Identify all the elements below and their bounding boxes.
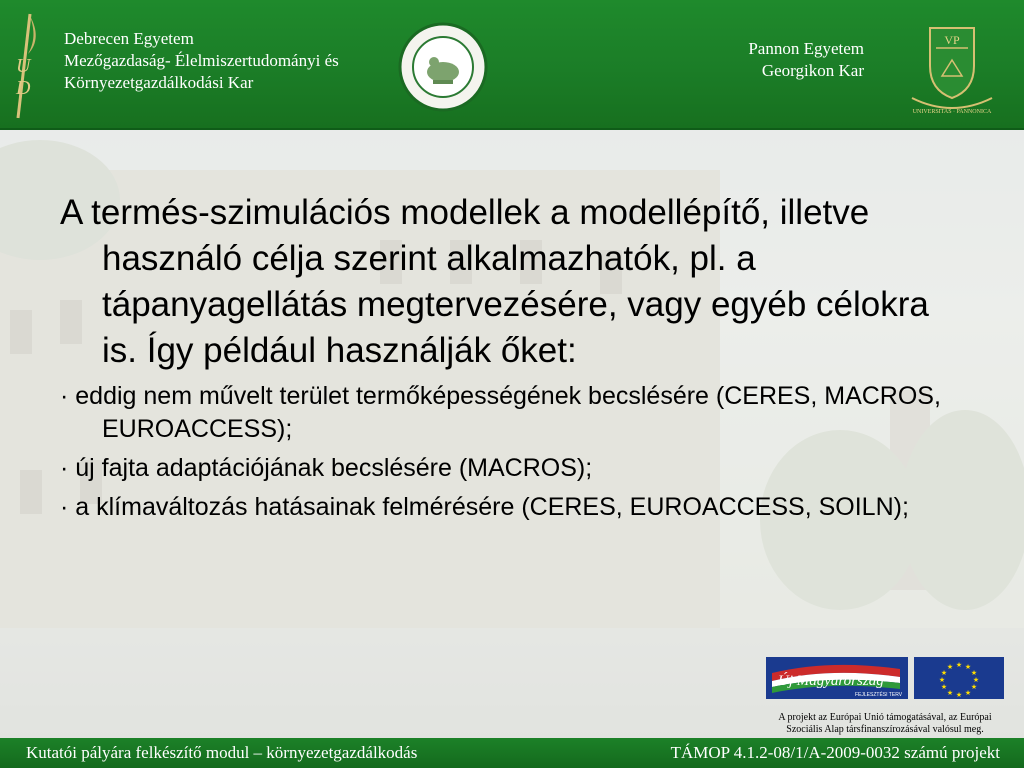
svg-text:★: ★: [940, 669, 948, 677]
crest-letters: VP: [944, 33, 960, 47]
pannon-crest-icon: [902, 18, 1002, 118]
logo-letter: U: [16, 55, 31, 77]
institution-line: Georgikon Kar: [761, 61, 864, 80]
ud-logo-icon: [8, 10, 50, 122]
institution-line: Debrecen Egyetem: [64, 29, 194, 48]
footer-bar: [0, 738, 1024, 768]
logo-text: Új Magyarország: [778, 673, 884, 689]
svg-text:★: ★: [964, 689, 972, 697]
svg-text:★: ★: [946, 663, 954, 671]
note-line: A projekt az Európai Unió támogatásával, az Európai: [778, 712, 992, 723]
svg-text:★: ★: [955, 691, 963, 699]
svg-text:★: ★: [955, 661, 963, 669]
right-institution-name: [728, 38, 864, 82]
svg-text:★: ★: [938, 676, 946, 684]
eu-logos: [760, 655, 1010, 701]
main-paragraph: A termés-szimulációs modellek a modellépítő, illetve használó célja szerint alkalmazhatók, pl. a tápanyagellátás megtervezésére, vagy egyéb célokra is. Így például használják őket:: [60, 193, 929, 370]
header-bar: [0, 0, 1024, 130]
left-institution-name: [64, 28, 339, 94]
faculty-seal-icon: [398, 22, 488, 112]
svg-text:★: ★: [972, 676, 980, 684]
svg-text:★: ★: [940, 683, 948, 691]
crest-motto: UNIVERSITAS · PANNONICA: [912, 109, 992, 115]
footer-left-text: Kutatói pályára felkészítő modul – környezetgazdálkodás: [26, 743, 418, 762]
svg-text:★: ★: [970, 669, 978, 677]
logo-letter: D: [16, 77, 31, 99]
slide-body: [60, 190, 960, 524]
eu-support-note: [760, 712, 1010, 736]
svg-text:★: ★: [964, 663, 972, 671]
bullet-item: · új fajta adaptációjának becslésére (MACROS);: [60, 454, 593, 482]
bullet-item: · eddig nem művelt terület termőképességének becslésére (CERES, MACROS, EUROACCESS);: [60, 382, 941, 443]
bullet-item: · a klímaváltozás hatásainak felmérésére (CERES, EUROACCESS, SOILN);: [60, 493, 909, 521]
institution-line: Pannon Egyetem: [748, 39, 864, 58]
note-line: Szociális Alap társfinanszírozásával valósul meg.: [786, 724, 984, 735]
svg-text:★: ★: [970, 683, 978, 691]
institution-line: Mezőgazdaság- Élelmiszertudományi és: [64, 51, 339, 70]
svg-text:★: ★: [946, 689, 954, 697]
institution-line: Környezetgazdálkodási Kar: [64, 73, 254, 92]
footer-right-text: TÁMOP 4.1.2-08/1/A-2009-0032 számú projekt: [670, 743, 1000, 762]
eu-support-block: [760, 655, 1010, 736]
logo-subtext: FEJLESZTÉSI TERV: [855, 692, 903, 698]
